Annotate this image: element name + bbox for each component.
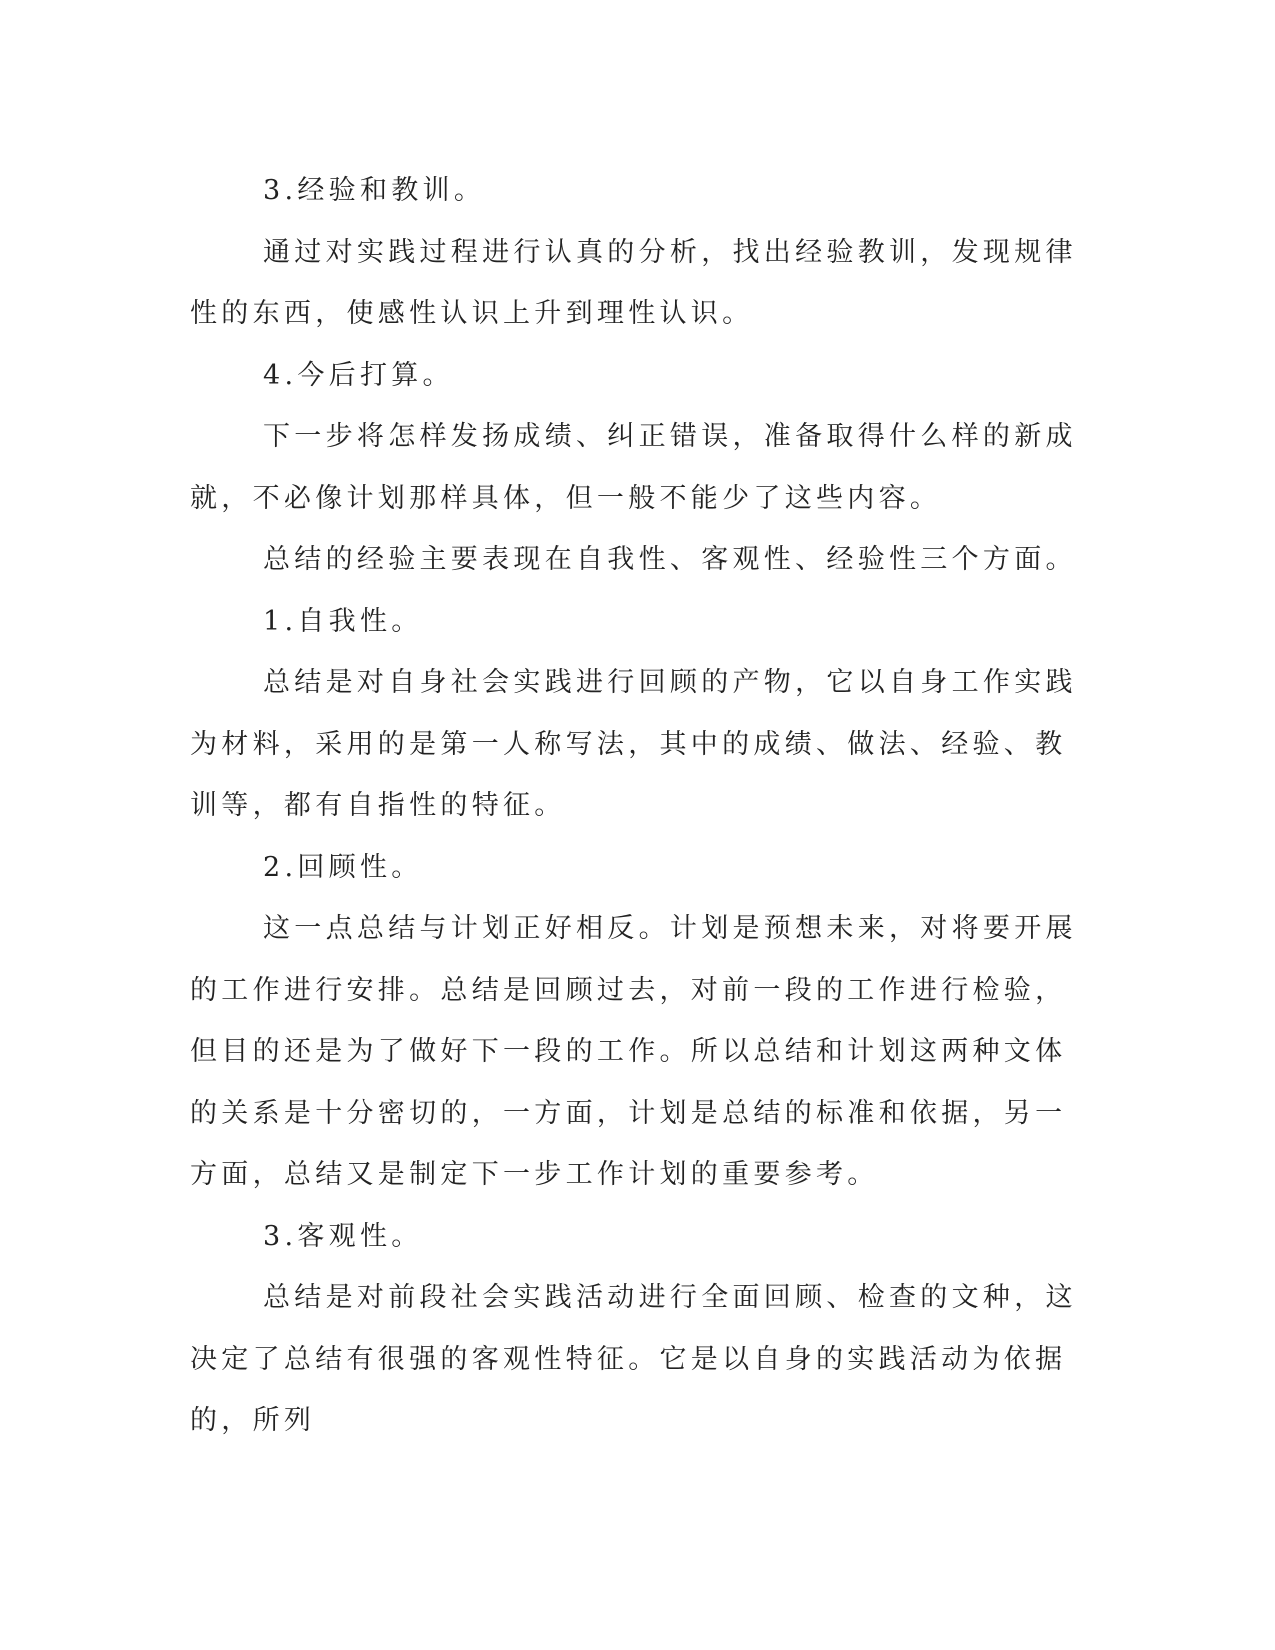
paragraph-self: 总结是对自身社会实践进行回顾的产物，它以自身工作实践为材料，采用的是第一人称写法，其中的成绩、做法、经验、教训等，都有自指性的特征。 [190,667,1077,821]
section-heading-future-plans: 4.今后打算。 [263,359,454,391]
paragraph-future-plans: 下一步将怎样发扬成绩、纠正错误，准备取得什么样的新成就，不必像计划那样具体，但一般不能少了这些内容。 [190,421,1077,514]
section-heading-objective: 3.客观性。 [263,1220,423,1252]
section-heading-lessons: 3.经验和教训。 [263,175,486,206]
section-heading-retrospective: 2.回顾性。 [263,851,423,883]
paragraph-retrospective: 这一点总结与计划正好相反。计划是预想未来，对将要开展的工作进行安排。总结是回顾过去，对前一段的工作进行检验，但目的还是为了做好下一段的工作。所以总结和计划这两种文体的关系是十分密切的，一方面，计划是总结的标准和依据，另一方面，总结又是制定下一步工作计划的重要参考。 [190,913,1077,1190]
section-heading-self: 1.自我性。 [263,605,423,637]
paragraph-lessons: 通过对实践过程进行认真的分析，找出经验教训，发现规律性的东西，使感性认识上升到理性认识。 [190,236,1077,329]
paragraph-summary-aspects: 总结的经验主要表现在自我性、客观性、经验性三个方面。 [263,544,1077,575]
document-body [190,160,1080,1452]
paragraph-objective: 总结是对前段社会实践活动进行全面回顾、检查的文种，这决定了总结有很强的客观性特征。它是以自身的实践活动为依据的，所列 [190,1282,1077,1436]
